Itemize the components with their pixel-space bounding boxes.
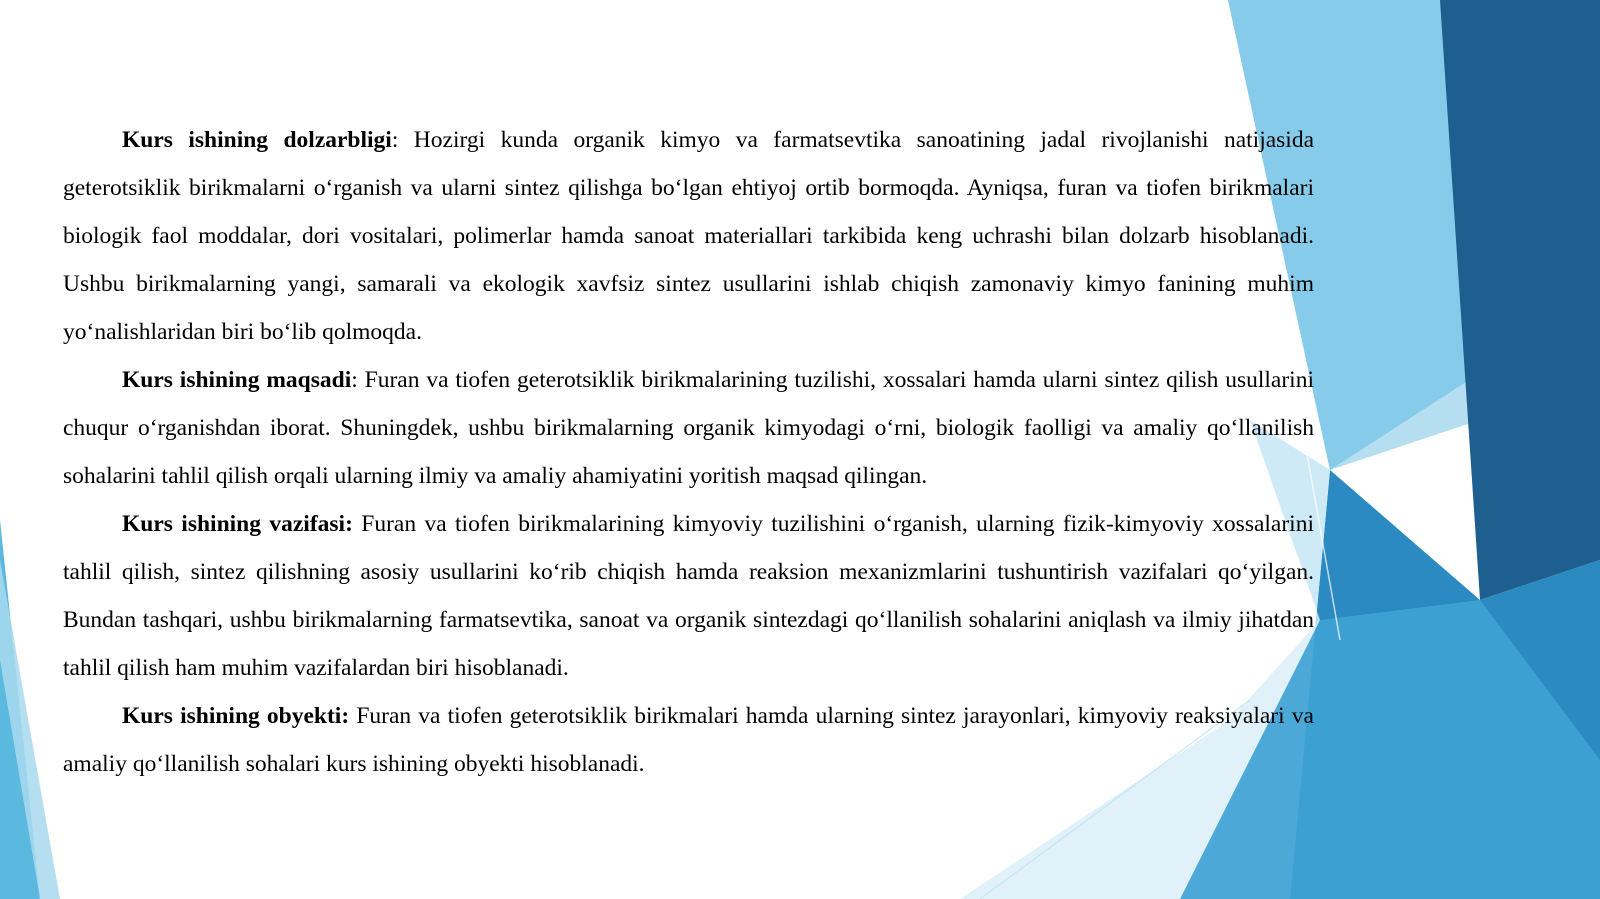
separator-dolzarbligi: :	[391, 127, 399, 153]
paragraph-maqsadi	[63, 356, 1314, 500]
separator-maqsadi: :	[351, 367, 358, 393]
heading-maqsadi: Kurs ishining maqsadi	[122, 367, 352, 393]
body-obyekti: Furan va tiofen geterotsiklik birikmalari hamda ularning sintez jarayonlari, kimyoviy reaksiyalari va amaliy qo‘llanilish sohalari kurs ishining obyekti hisoblanadi.	[63, 703, 1314, 777]
body-maqsadi: Furan va tiofen geterotsiklik birikmalarining tuzilishi, xossalari hamda ularni sintez qilish usullarini chuqur o‘rganishdan iborat. Shuningdek, ushbu birikmalarning organik kimyodagi o‘rni, biologik faolligi va amaliy qo‘llanilish sohalarini tahlil qilish orqali ularning ilmiy va amaliy ahamiyatini yoritish maqsad qilingan.	[63, 367, 1314, 489]
heading-vazifasi: Kurs ishining vazifasi:	[122, 511, 353, 537]
heading-obyekti: Kurs ishining obyekti:	[122, 703, 350, 729]
text-body	[63, 116, 1314, 788]
paragraph-dolzarbligi	[63, 116, 1314, 356]
facet-dark-top	[1440, 0, 1600, 600]
body-dolzarbligi: Hozirgi kunda organik kimyo va farmatsevtika sanoatining jadal rivojlanishi natijasida geterotsiklik birikmalarni o‘rganish va ularni sintez qilishga bo‘lgan ehtiyoj ortib bormoqda. Ayniqsa, furan va tiofen birikmalari biologik faol moddalar, dori vositalari, polimerlar hamda sanoat materiallari tarkibida keng uchrashi bilan dolzarb hisoblanadi. Ushbu birikmalarning yangi, samarali va ekologik xavfsiz sintez usullarini ishlab chiqish zamonaviy kimyo fanining muhim yo‘nalishlaridan biri bo‘lib qolmoqda.	[63, 127, 1315, 345]
body-vazifasi: Furan va tiofen birikmalarining kimyoviy tuzilishini o‘rganish, ularning fizik-kimyoviy xossalarini tahlil qilish, sintez qilishning asosiy usullarini ko‘rib chiqish hamda reaksion mexanizmlarini tushuntirish vazifalari qo‘yilgan. Bundan tashqari, ushbu birikmalarning farmatsevtika, sanoat va organik sintezdagi qo‘llanilish sohalarini aniqlash va ilmiy jihatdan tahlil qilish ham muhim vazifalardan biri hisoblanadi.	[63, 511, 1314, 681]
heading-dolzarbligi: Kurs ishining dolzarbligi	[122, 127, 392, 153]
paragraph-vazifasi	[63, 500, 1314, 692]
paragraph-obyekti	[63, 692, 1314, 788]
